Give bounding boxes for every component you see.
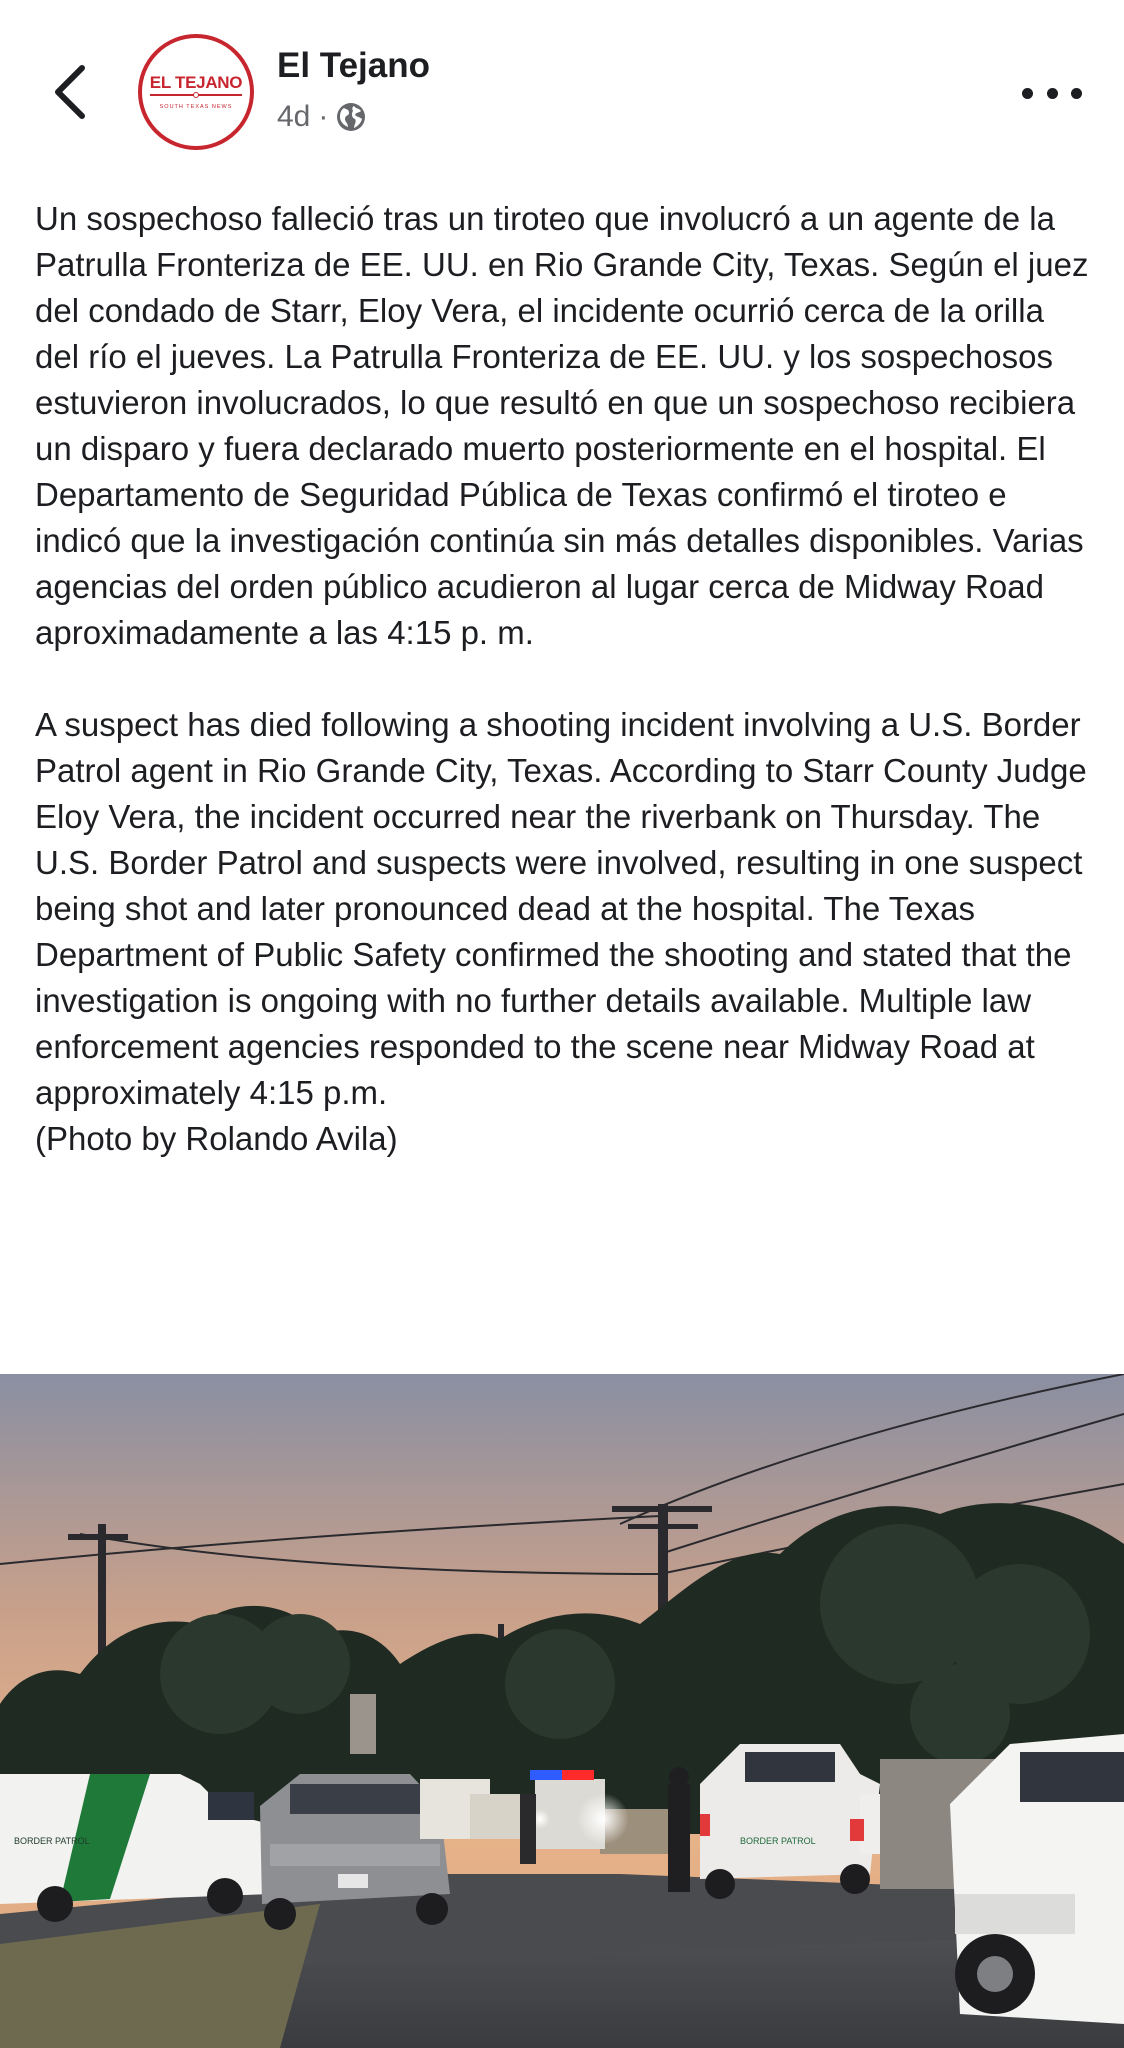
avatar-dot: [193, 92, 199, 98]
post-meta: [277, 100, 366, 134]
meta-separator: ·: [318, 100, 329, 133]
officer: [668, 1784, 690, 1892]
avatar[interactable]: [138, 34, 254, 150]
avatar-subtitle: SOUTH TEXAS NEWS: [159, 104, 233, 110]
chevron-left-icon: [52, 64, 86, 120]
more-dot-icon: [1071, 88, 1082, 99]
post-paragraph-spanish: Un sospechoso falleció tras un tiroteo que involucró a un agente de la Patrulla Fronteriza de EE. UU. en Rio Grande City, Texas. Según el juez del condado de Starr, Eloy Vera, el incidente ocurrió cerca de la orilla del río el jueves. La Patrulla Fronteriza de EE. UU. y los sospechosos estuvieron involucrados, lo que resultó en que un sospechoso recibiera un disparo y fuera declarado muerto posteriormente en el hospital. El Departamento de Seguridad Pública de Texas confirmó el tiroteo e indicó que la investigación continúa sin más detalles disponibles. Varias agencias del orden público acudieron al lugar cerca de Midway Road aproximadamente a las 4:15 p. m.: [35, 200, 1089, 651]
globe-icon[interactable]: [336, 102, 366, 132]
more-options-button[interactable]: [1022, 78, 1082, 108]
van-label: BORDER PATROL: [14, 1836, 90, 1846]
scene-photo: [0, 1374, 1124, 2048]
post-header: [0, 0, 1124, 190]
post-photo[interactable]: [0, 1374, 1124, 2048]
post-paragraph-english: A suspect has died following a shooting incident involving a U.S. Border Patrol agent in Rio Grande City, Texas. According to Starr County Judge Eloy Vera, the incident occurred near the riverbank on Thursday. The U.S. Border Patrol and suspects were involved, resulting in one suspect being shot and later pronounced dead at the hospital. The Texas Department of Public Safety confirmed the shooting and stated that the investigation is ongoing with no further details available. Multiple law enforcement agencies responded to the scene near Midway Road at approximately 4:15 p.m.: [35, 706, 1087, 1111]
truck-label: BORDER PATROL: [740, 1836, 816, 1846]
photo-credit: (Photo by Rolando Avila): [35, 1120, 398, 1157]
officer: [520, 1794, 536, 1864]
page-name-link[interactable]: El Tejano: [277, 46, 430, 85]
post-age[interactable]: 4d: [277, 100, 311, 133]
post-body: [0, 196, 1124, 1162]
avatar-brand-text: EL TEJANO: [150, 74, 242, 96]
more-dot-icon: [1047, 88, 1058, 99]
more-dot-icon: [1022, 88, 1033, 99]
back-button[interactable]: [44, 62, 94, 122]
